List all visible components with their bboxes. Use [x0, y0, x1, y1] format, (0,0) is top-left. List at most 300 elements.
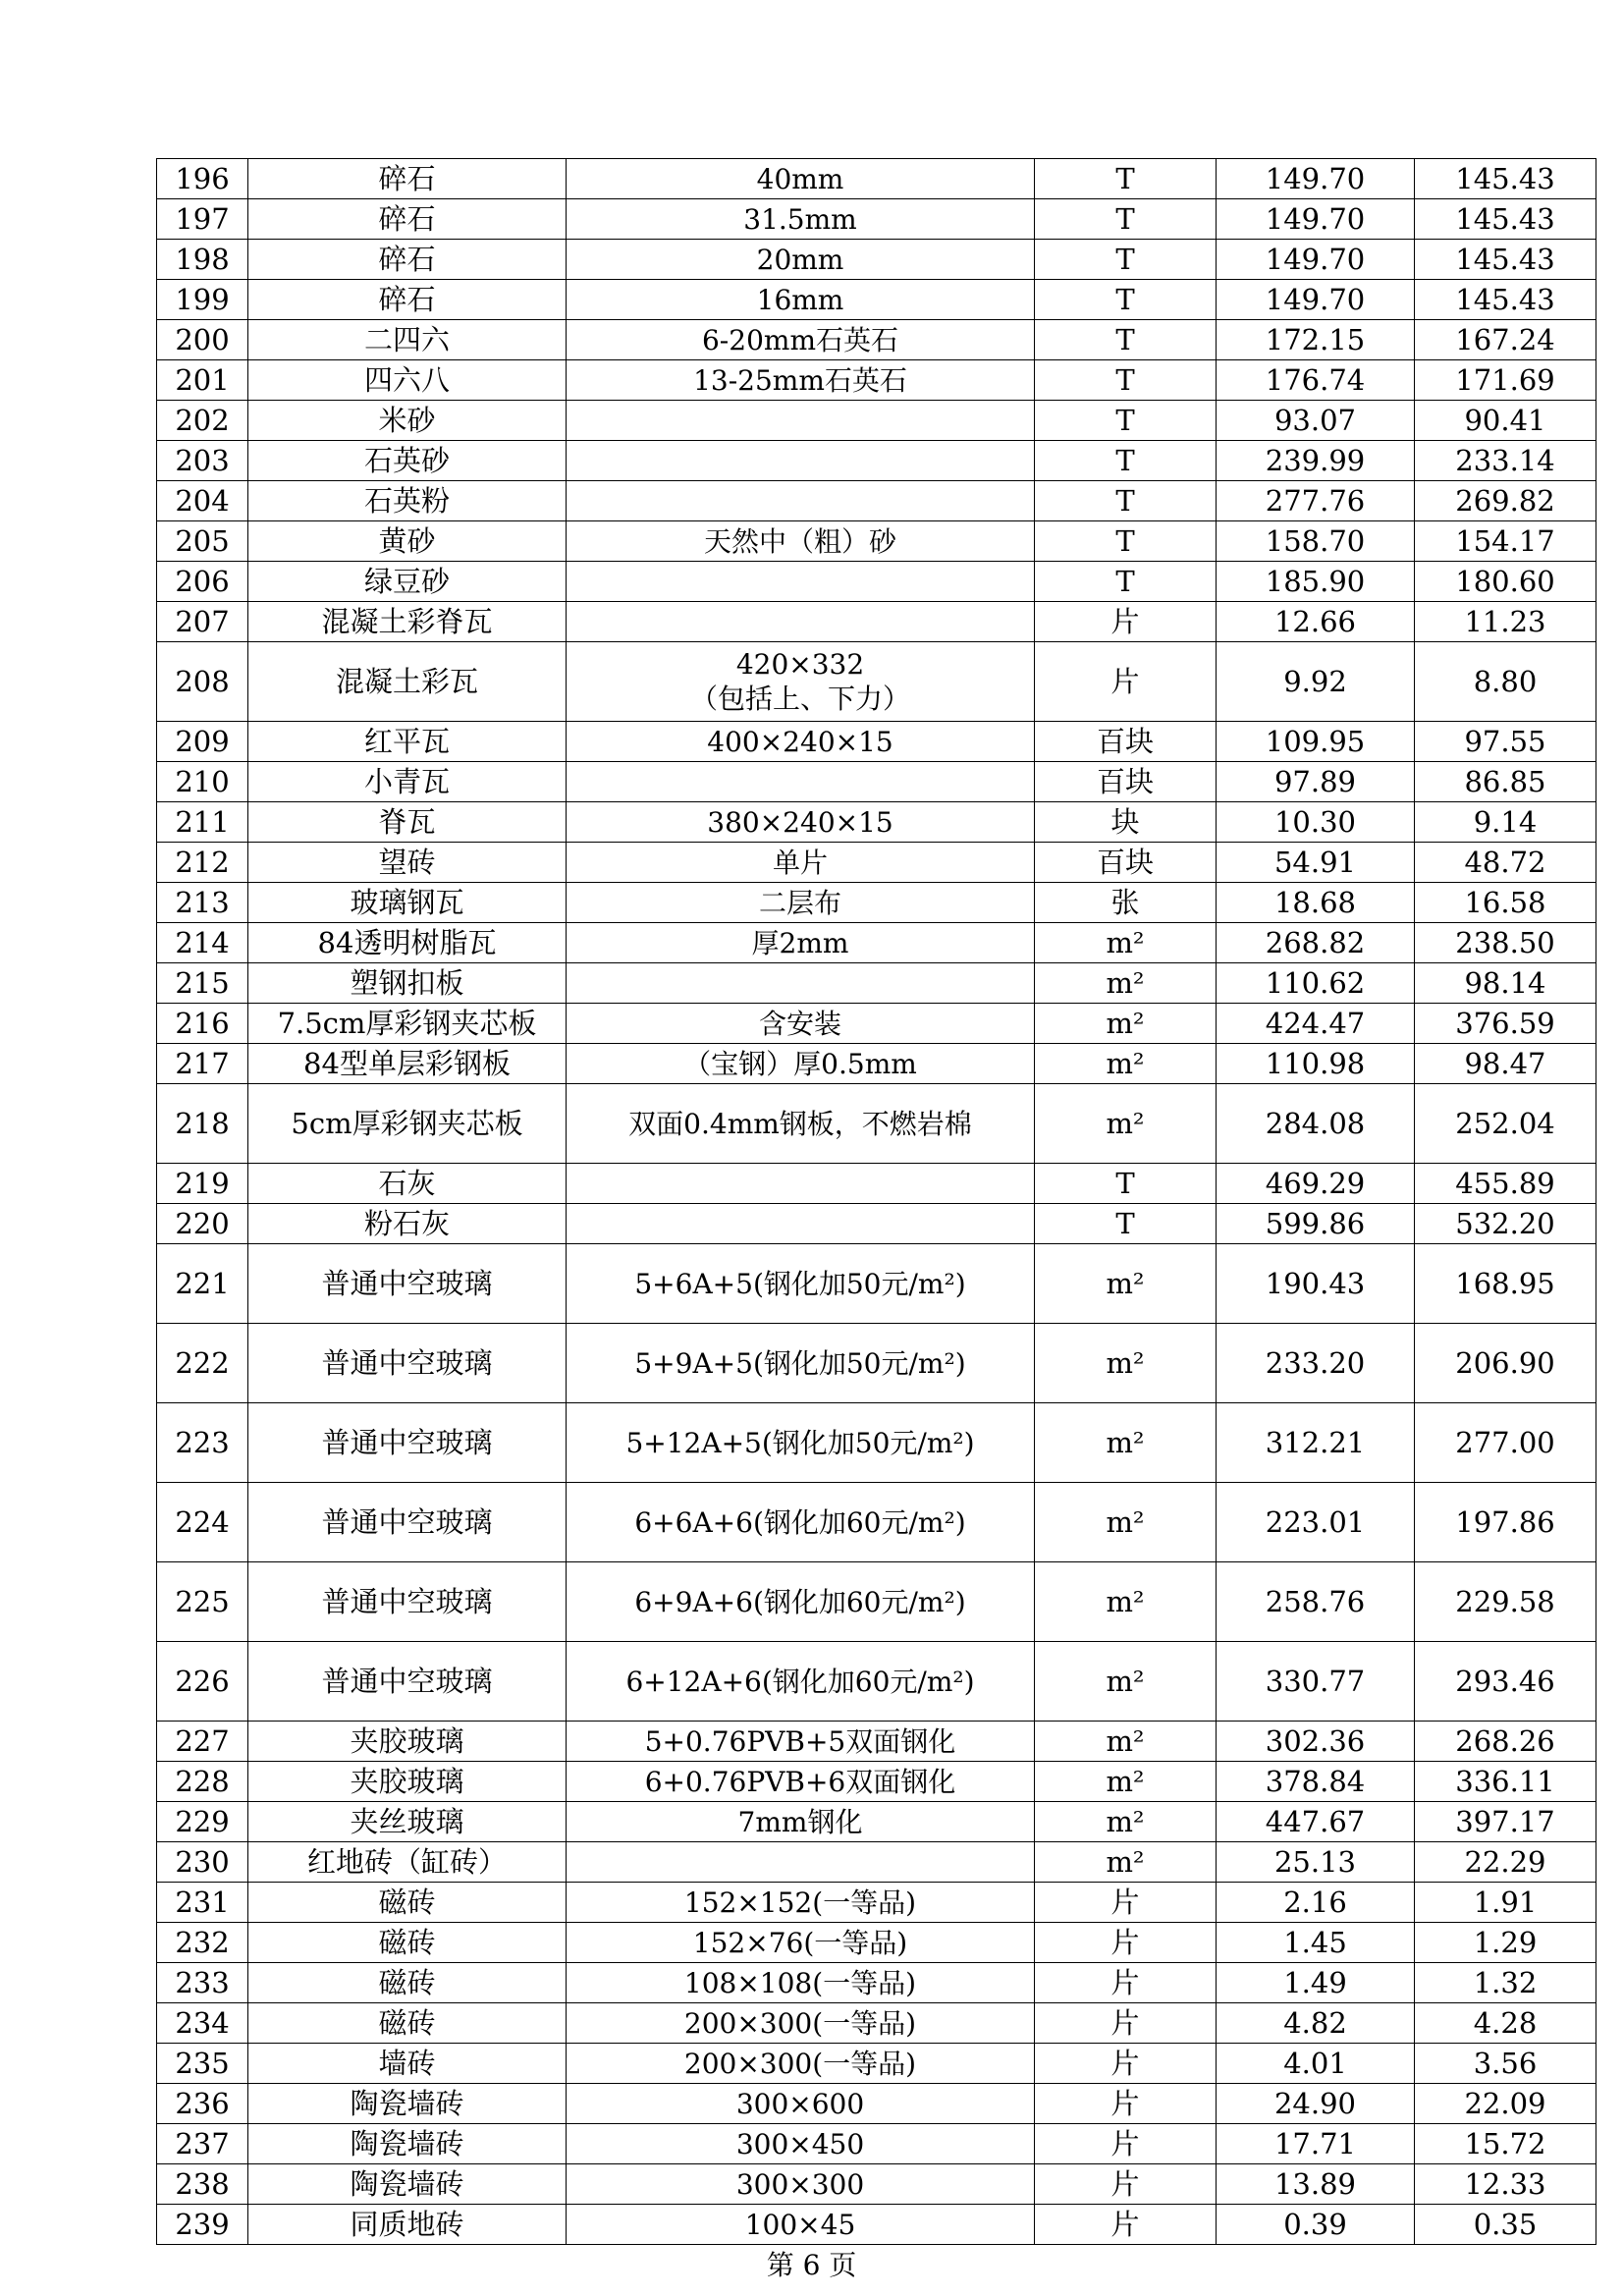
- cell-unit: m²: [1035, 1562, 1217, 1642]
- cell-name: 红平瓦: [248, 722, 567, 762]
- cell-price-2: 97.55: [1415, 722, 1596, 762]
- cell-name: 5cm厚彩钢夹芯板: [248, 1084, 567, 1164]
- cell-spec: [567, 762, 1035, 802]
- cell-price-2: 268.26: [1415, 1722, 1596, 1762]
- cell-price-2: 376.59: [1415, 1004, 1596, 1044]
- cell-number: 218: [157, 1084, 248, 1164]
- cell-unit: 张: [1035, 883, 1217, 923]
- table-row: [157, 1923, 1596, 1963]
- table-row: [157, 1403, 1596, 1483]
- cell-name: 磁砖: [248, 1923, 567, 1963]
- cell-spec: 厚2mm: [567, 923, 1035, 963]
- cell-price-2: 9.14: [1415, 802, 1596, 843]
- cell-spec: 400×240×15: [567, 722, 1035, 762]
- cell-price-2: 4.28: [1415, 2003, 1596, 2044]
- table-row: [157, 1842, 1596, 1883]
- cell-unit: T: [1035, 401, 1217, 441]
- cell-price-1: 277.76: [1217, 481, 1415, 521]
- table-row: [157, 240, 1596, 280]
- cell-spec: 5+9A+5(钢化加50元/m²): [567, 1324, 1035, 1403]
- cell-unit: T: [1035, 481, 1217, 521]
- cell-price-2: 11.23: [1415, 602, 1596, 642]
- cell-price-2: 1.32: [1415, 1963, 1596, 2003]
- cell-number: 235: [157, 2044, 248, 2084]
- cell-price-1: 312.21: [1217, 1403, 1415, 1483]
- table-row: [157, 521, 1596, 562]
- cell-spec: 420×332 （包括上、下力）: [567, 642, 1035, 722]
- cell-name: 石灰: [248, 1164, 567, 1204]
- cell-spec: 5+0.76PVB+5双面钢化: [567, 1722, 1035, 1762]
- cell-unit: m²: [1035, 1403, 1217, 1483]
- cell-unit: 片: [1035, 1883, 1217, 1923]
- cell-price-1: 149.70: [1217, 159, 1415, 199]
- cell-name: 混凝土彩瓦: [248, 642, 567, 722]
- cell-price-2: 269.82: [1415, 481, 1596, 521]
- cell-spec: 108×108(一等品): [567, 1963, 1035, 2003]
- cell-number: 208: [157, 642, 248, 722]
- cell-number: 220: [157, 1204, 248, 1244]
- cell-number: 239: [157, 2205, 248, 2245]
- cell-price-1: 9.92: [1217, 642, 1415, 722]
- cell-unit: m²: [1035, 1483, 1217, 1562]
- table-row: [157, 843, 1596, 883]
- cell-name: 望砖: [248, 843, 567, 883]
- cell-spec: 100×45: [567, 2205, 1035, 2245]
- cell-price-1: 12.66: [1217, 602, 1415, 642]
- cell-price-1: 2.16: [1217, 1883, 1415, 1923]
- cell-spec: 天然中（粗）砂: [567, 521, 1035, 562]
- table-row: [157, 1883, 1596, 1923]
- cell-price-1: 17.71: [1217, 2124, 1415, 2164]
- cell-number: 200: [157, 320, 248, 360]
- cell-unit: T: [1035, 1164, 1217, 1204]
- cell-number: 219: [157, 1164, 248, 1204]
- cell-unit: T: [1035, 1204, 1217, 1244]
- page-footer: [0, 2244, 1623, 2283]
- cell-number: 204: [157, 481, 248, 521]
- cell-spec: 6+12A+6(钢化加60元/m²): [567, 1642, 1035, 1722]
- cell-spec: 7mm钢化: [567, 1802, 1035, 1842]
- table-row: [157, 2044, 1596, 2084]
- table-row: [157, 883, 1596, 923]
- cell-price-1: 25.13: [1217, 1842, 1415, 1883]
- cell-name: 塑钢扣板: [248, 963, 567, 1004]
- cell-name: 四六八: [248, 360, 567, 401]
- table-row: [157, 1084, 1596, 1164]
- table-row: [157, 1483, 1596, 1562]
- cell-price-1: 110.62: [1217, 963, 1415, 1004]
- cell-name: 夹胶玻璃: [248, 1762, 567, 1802]
- cell-price-1: 424.47: [1217, 1004, 1415, 1044]
- cell-unit: 片: [1035, 1923, 1217, 1963]
- cell-number: 216: [157, 1004, 248, 1044]
- cell-price-2: 293.46: [1415, 1642, 1596, 1722]
- cell-price-2: 233.14: [1415, 441, 1596, 481]
- table-row: [157, 1244, 1596, 1324]
- cell-unit: m²: [1035, 1004, 1217, 1044]
- table-row: [157, 562, 1596, 602]
- page-number: 第 6 页: [766, 2249, 857, 2281]
- table-row: [157, 280, 1596, 320]
- cell-price-2: 3.56: [1415, 2044, 1596, 2084]
- cell-price-2: 90.41: [1415, 401, 1596, 441]
- cell-price-2: 154.17: [1415, 521, 1596, 562]
- cell-name: 米砂: [248, 401, 567, 441]
- cell-number: 212: [157, 843, 248, 883]
- cell-spec: 31.5mm: [567, 199, 1035, 240]
- cell-number: 213: [157, 883, 248, 923]
- table-body: [157, 159, 1596, 2245]
- cell-price-1: 13.89: [1217, 2164, 1415, 2205]
- cell-price-1: 149.70: [1217, 280, 1415, 320]
- cell-unit: T: [1035, 360, 1217, 401]
- cell-price-2: 1.91: [1415, 1883, 1596, 1923]
- cell-name: 普通中空玻璃: [248, 1483, 567, 1562]
- cell-name: 磁砖: [248, 1963, 567, 2003]
- cell-price-2: 180.60: [1415, 562, 1596, 602]
- cell-price-1: 0.39: [1217, 2205, 1415, 2245]
- cell-spec: [567, 602, 1035, 642]
- cell-price-2: 0.35: [1415, 2205, 1596, 2245]
- cell-spec: 双面0.4mm钢板，不燃岩棉: [567, 1084, 1035, 1164]
- cell-unit: m²: [1035, 1802, 1217, 1842]
- cell-price-2: 98.14: [1415, 963, 1596, 1004]
- cell-price-1: 110.98: [1217, 1044, 1415, 1084]
- cell-price-1: 330.77: [1217, 1642, 1415, 1722]
- cell-unit: T: [1035, 199, 1217, 240]
- cell-spec: 300×600: [567, 2084, 1035, 2124]
- cell-number: 217: [157, 1044, 248, 1084]
- cell-number: 201: [157, 360, 248, 401]
- table-row: [157, 963, 1596, 1004]
- cell-number: 209: [157, 722, 248, 762]
- table-row: [157, 2205, 1596, 2245]
- cell-price-1: 149.70: [1217, 240, 1415, 280]
- cell-price-2: 22.09: [1415, 2084, 1596, 2124]
- cell-number: 223: [157, 1403, 248, 1483]
- cell-price-1: 190.43: [1217, 1244, 1415, 1324]
- cell-name: 84型单层彩钢板: [248, 1044, 567, 1084]
- cell-unit: 片: [1035, 2164, 1217, 2205]
- cell-spec: [567, 481, 1035, 521]
- table-row: [157, 441, 1596, 481]
- cell-name: 陶瓷墙砖: [248, 2124, 567, 2164]
- cell-price-1: 447.67: [1217, 1802, 1415, 1842]
- cell-number: 203: [157, 441, 248, 481]
- cell-name: 玻璃钢瓦: [248, 883, 567, 923]
- cell-unit: m²: [1035, 1762, 1217, 1802]
- cell-unit: T: [1035, 280, 1217, 320]
- table-row: [157, 360, 1596, 401]
- cell-unit: 片: [1035, 1963, 1217, 2003]
- cell-number: 205: [157, 521, 248, 562]
- cell-unit: m²: [1035, 963, 1217, 1004]
- cell-name: 84透明树脂瓦: [248, 923, 567, 963]
- cell-number: 236: [157, 2084, 248, 2124]
- cell-price-1: 172.15: [1217, 320, 1415, 360]
- cell-price-2: 455.89: [1415, 1164, 1596, 1204]
- cell-spec: [567, 401, 1035, 441]
- cell-spec: 单片: [567, 843, 1035, 883]
- table-row: [157, 1164, 1596, 1204]
- cell-unit: m²: [1035, 1642, 1217, 1722]
- cell-number: 196: [157, 159, 248, 199]
- cell-price-1: 97.89: [1217, 762, 1415, 802]
- cell-number: 224: [157, 1483, 248, 1562]
- cell-price-2: 22.29: [1415, 1842, 1596, 1883]
- cell-price-1: 1.49: [1217, 1963, 1415, 2003]
- cell-price-1: 149.70: [1217, 199, 1415, 240]
- cell-unit: m²: [1035, 1044, 1217, 1084]
- table-row: [157, 802, 1596, 843]
- table-row: [157, 642, 1596, 722]
- cell-spec: 40mm: [567, 159, 1035, 199]
- cell-name: 小青瓦: [248, 762, 567, 802]
- cell-name: 混凝土彩脊瓦: [248, 602, 567, 642]
- table-row: [157, 159, 1596, 199]
- cell-name: 磁砖: [248, 2003, 567, 2044]
- table-row: [157, 1722, 1596, 1762]
- cell-name: 普通中空玻璃: [248, 1244, 567, 1324]
- table-row: [157, 1762, 1596, 1802]
- cell-name: 绿豆砂: [248, 562, 567, 602]
- table-row: [157, 1004, 1596, 1044]
- cell-price-2: 145.43: [1415, 240, 1596, 280]
- cell-spec: 6+0.76PVB+6双面钢化: [567, 1762, 1035, 1802]
- cell-spec: 300×450: [567, 2124, 1035, 2164]
- cell-price-1: 223.01: [1217, 1483, 1415, 1562]
- table-row: [157, 1642, 1596, 1722]
- cell-price-2: 206.90: [1415, 1324, 1596, 1403]
- cell-spec: 5+6A+5(钢化加50元/m²): [567, 1244, 1035, 1324]
- cell-name: 夹胶玻璃: [248, 1722, 567, 1762]
- cell-spec: [567, 441, 1035, 481]
- cell-spec: 152×152(一等品): [567, 1883, 1035, 1923]
- cell-number: 227: [157, 1722, 248, 1762]
- cell-price-2: 197.86: [1415, 1483, 1596, 1562]
- cell-name: 普通中空玻璃: [248, 1562, 567, 1642]
- table-row: [157, 320, 1596, 360]
- cell-price-1: 233.20: [1217, 1324, 1415, 1403]
- cell-number: 238: [157, 2164, 248, 2205]
- cell-number: 229: [157, 1802, 248, 1842]
- cell-spec: [567, 562, 1035, 602]
- cell-price-2: 167.24: [1415, 320, 1596, 360]
- cell-unit: 片: [1035, 2003, 1217, 2044]
- price-table: [156, 158, 1596, 2245]
- cell-name: 碎石: [248, 159, 567, 199]
- cell-spec: 16mm: [567, 280, 1035, 320]
- cell-name: 普通中空玻璃: [248, 1324, 567, 1403]
- cell-price-2: 229.58: [1415, 1562, 1596, 1642]
- cell-price-2: 8.80: [1415, 642, 1596, 722]
- cell-spec: 二层布: [567, 883, 1035, 923]
- cell-spec: 含安装: [567, 1004, 1035, 1044]
- cell-number: 233: [157, 1963, 248, 2003]
- cell-name: 二四六: [248, 320, 567, 360]
- cell-spec: 200×300(一等品): [567, 2003, 1035, 2044]
- table-row: [157, 1963, 1596, 2003]
- table-row: [157, 2003, 1596, 2044]
- cell-number: 230: [157, 1842, 248, 1883]
- cell-spec: 6+6A+6(钢化加60元/m²): [567, 1483, 1035, 1562]
- cell-spec: 200×300(一等品): [567, 2044, 1035, 2084]
- cell-spec: 300×300: [567, 2164, 1035, 2205]
- cell-price-2: 336.11: [1415, 1762, 1596, 1802]
- cell-name: 磁砖: [248, 1883, 567, 1923]
- cell-price-1: 4.01: [1217, 2044, 1415, 2084]
- cell-unit: m²: [1035, 1324, 1217, 1403]
- cell-price-2: 168.95: [1415, 1244, 1596, 1324]
- cell-price-2: 1.29: [1415, 1923, 1596, 1963]
- cell-price-2: 145.43: [1415, 199, 1596, 240]
- cell-spec: 13-25mm石英石: [567, 360, 1035, 401]
- cell-name: 同质地砖: [248, 2205, 567, 2245]
- cell-unit: 百块: [1035, 722, 1217, 762]
- table-row: [157, 2084, 1596, 2124]
- cell-unit: T: [1035, 562, 1217, 602]
- table-row: [157, 401, 1596, 441]
- cell-spec: （宝钢）厚0.5mm: [567, 1044, 1035, 1084]
- cell-unit: m²: [1035, 1244, 1217, 1324]
- cell-price-1: 185.90: [1217, 562, 1415, 602]
- table-row: [157, 2124, 1596, 2164]
- cell-price-2: 48.72: [1415, 843, 1596, 883]
- cell-name: 普通中空玻璃: [248, 1403, 567, 1483]
- cell-number: 198: [157, 240, 248, 280]
- cell-unit: 片: [1035, 602, 1217, 642]
- table-row: [157, 602, 1596, 642]
- cell-price-2: 12.33: [1415, 2164, 1596, 2205]
- cell-unit: 百块: [1035, 843, 1217, 883]
- cell-price-2: 86.85: [1415, 762, 1596, 802]
- cell-unit: 片: [1035, 2044, 1217, 2084]
- cell-number: 206: [157, 562, 248, 602]
- cell-unit: 块: [1035, 802, 1217, 843]
- cell-number: 214: [157, 923, 248, 963]
- cell-name: 粉石灰: [248, 1204, 567, 1244]
- table-row: [157, 1324, 1596, 1403]
- cell-unit: T: [1035, 521, 1217, 562]
- cell-name: 石英粉: [248, 481, 567, 521]
- cell-unit: T: [1035, 441, 1217, 481]
- cell-price-1: 1.45: [1217, 1923, 1415, 1963]
- cell-unit: 片: [1035, 2124, 1217, 2164]
- cell-spec: 20mm: [567, 240, 1035, 280]
- cell-price-2: 277.00: [1415, 1403, 1596, 1483]
- cell-price-1: 176.74: [1217, 360, 1415, 401]
- cell-price-1: 239.99: [1217, 441, 1415, 481]
- cell-number: 211: [157, 802, 248, 843]
- cell-spec: [567, 963, 1035, 1004]
- table-row: [157, 1562, 1596, 1642]
- cell-price-2: 16.58: [1415, 883, 1596, 923]
- cell-price-1: 10.30: [1217, 802, 1415, 843]
- cell-price-1: 93.07: [1217, 401, 1415, 441]
- cell-number: 221: [157, 1244, 248, 1324]
- cell-number: 234: [157, 2003, 248, 2044]
- table-row: [157, 1204, 1596, 1244]
- cell-unit: 片: [1035, 2084, 1217, 2124]
- table-row: [157, 722, 1596, 762]
- cell-unit: m²: [1035, 1842, 1217, 1883]
- cell-number: 232: [157, 1923, 248, 1963]
- cell-unit: 百块: [1035, 762, 1217, 802]
- cell-price-1: 268.82: [1217, 923, 1415, 963]
- cell-number: 225: [157, 1562, 248, 1642]
- cell-unit: T: [1035, 159, 1217, 199]
- cell-number: 237: [157, 2124, 248, 2164]
- cell-unit: m²: [1035, 1722, 1217, 1762]
- cell-price-1: 378.84: [1217, 1762, 1415, 1802]
- cell-price-2: 98.47: [1415, 1044, 1596, 1084]
- cell-name: 普通中空玻璃: [248, 1642, 567, 1722]
- cell-number: 207: [157, 602, 248, 642]
- cell-name: 墙砖: [248, 2044, 567, 2084]
- cell-price-1: 24.90: [1217, 2084, 1415, 2124]
- cell-unit: m²: [1035, 1084, 1217, 1164]
- cell-spec: 6+9A+6(钢化加60元/m²): [567, 1562, 1035, 1642]
- table-row: [157, 2164, 1596, 2205]
- cell-unit: m²: [1035, 923, 1217, 963]
- cell-number: 210: [157, 762, 248, 802]
- cell-name: 夹丝玻璃: [248, 1802, 567, 1842]
- cell-spec: 6-20mm石英石: [567, 320, 1035, 360]
- cell-price-2: 532.20: [1415, 1204, 1596, 1244]
- cell-name: 7.5cm厚彩钢夹芯板: [248, 1004, 567, 1044]
- cell-unit: T: [1035, 320, 1217, 360]
- cell-number: 197: [157, 199, 248, 240]
- cell-spec: [567, 1842, 1035, 1883]
- table-row: [157, 1802, 1596, 1842]
- cell-price-1: 4.82: [1217, 2003, 1415, 2044]
- cell-name: 陶瓷墙砖: [248, 2164, 567, 2205]
- cell-number: 222: [157, 1324, 248, 1403]
- cell-price-1: 469.29: [1217, 1164, 1415, 1204]
- table-row: [157, 923, 1596, 963]
- cell-price-1: 54.91: [1217, 843, 1415, 883]
- table-row: [157, 481, 1596, 521]
- cell-price-1: 109.95: [1217, 722, 1415, 762]
- cell-spec: 152×76(一等品): [567, 1923, 1035, 1963]
- cell-spec: [567, 1164, 1035, 1204]
- cell-price-1: 158.70: [1217, 521, 1415, 562]
- table-row: [157, 1044, 1596, 1084]
- cell-name: 红地砖（缸砖）: [248, 1842, 567, 1883]
- cell-name: 碎石: [248, 240, 567, 280]
- cell-number: 202: [157, 401, 248, 441]
- cell-name: 黄砂: [248, 521, 567, 562]
- cell-price-2: 397.17: [1415, 1802, 1596, 1842]
- cell-price-1: 599.86: [1217, 1204, 1415, 1244]
- cell-unit: 片: [1035, 2205, 1217, 2245]
- cell-price-1: 302.36: [1217, 1722, 1415, 1762]
- cell-price-1: 18.68: [1217, 883, 1415, 923]
- cell-number: 226: [157, 1642, 248, 1722]
- table-row: [157, 199, 1596, 240]
- cell-number: 231: [157, 1883, 248, 1923]
- cell-name: 石英砂: [248, 441, 567, 481]
- cell-price-2: 238.50: [1415, 923, 1596, 963]
- table-row: [157, 762, 1596, 802]
- cell-number: 228: [157, 1762, 248, 1802]
- cell-name: 脊瓦: [248, 802, 567, 843]
- cell-number: 215: [157, 963, 248, 1004]
- cell-unit: T: [1035, 240, 1217, 280]
- cell-name: 陶瓷墙砖: [248, 2084, 567, 2124]
- cell-name: 碎石: [248, 280, 567, 320]
- cell-number: 199: [157, 280, 248, 320]
